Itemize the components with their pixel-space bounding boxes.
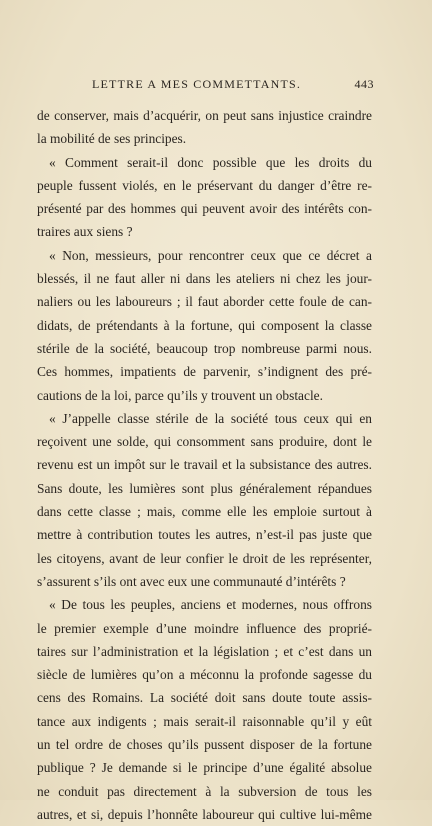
page-number: 443 xyxy=(354,77,374,91)
text-line: siècle de lumières qu’on a méconnu la profonde sagesse du xyxy=(37,667,372,683)
text-line: « Comment serait-il donc possible que les droits du xyxy=(49,154,372,170)
text-line: didats, de prétendants à la fortune, qui composent la classe xyxy=(37,317,372,333)
text-line: blessés, il ne faut aller ni dans les ateliers ni chez les jour- xyxy=(37,271,372,287)
text-line: présenté par des hommes qui peuvent avoir des intérêts con- xyxy=(37,201,372,217)
text-line: Sans doute, les lumières sont plus généralement répandues xyxy=(37,480,372,496)
text-line: ne conduit pas directement à la subversion de tous les xyxy=(37,783,372,799)
text-line: taires sur l’administration et la législation ; et c’est dans un xyxy=(37,643,372,659)
text-line: mettre à contribution toutes les autres, n’est-il pas juste que xyxy=(37,527,372,543)
text-line: cens des Romains. La société doit sans doute toute assis- xyxy=(37,690,372,706)
text-line: s’assurent s’ils ont avec eux une communauté d’intérêts ? xyxy=(37,573,346,589)
text-line: traires aux siens ? xyxy=(37,224,133,240)
text-line: publique ? Je demande si le principe d’une égalité absolue xyxy=(37,760,372,776)
running-title: LETTRE A MES COMMETTANTS. xyxy=(92,77,302,91)
text-line: le premier exemple d’une moindre influence des proprié- xyxy=(37,620,372,636)
text-line: « J’appelle classe stérile de la société tous ceux qui en xyxy=(49,410,372,426)
text-line: les citoyens, avant de leur confier le droit de les représenter, xyxy=(37,550,372,566)
text-line: revenu est un impôt sur le travail et la subsistance des autres. xyxy=(37,457,372,473)
text-line: un tel ordre de choses qu’ils pussent disposer de la fortune xyxy=(37,737,372,753)
text-line: reçoivent une solde, qui consomment sans produire, dont le xyxy=(37,434,372,450)
text-line: peuple fussent violés, en le préservant du danger d’être re- xyxy=(37,177,372,193)
text-line: Ces hommes, impatients de parvenir, s’indignent des pré- xyxy=(37,364,372,380)
text-line: tance aux indigents ; mais serait-il raisonnable qu’il y eût xyxy=(37,713,372,729)
text-line: cautions de la loi, parce qu’ils y trouvent un obstacle. xyxy=(37,387,323,403)
text-line: « De tous les peuples, anciens et modernes, nous offrons xyxy=(49,597,372,613)
text-line: « Non, messieurs, pour rencontrer ceux que ce décret a xyxy=(49,247,372,263)
text-line: de conserver, mais d’acquérir, on peut sans injustice craindre xyxy=(37,108,372,123)
running-head xyxy=(92,77,374,95)
text-line: naliers ou les laboureurs ; il faut aborder cette foule de can- xyxy=(37,294,372,310)
text-line: stérile de la société, beaucoup trop nombreuse parmi nous. xyxy=(37,340,372,356)
text-line: autres, et si, depuis l’honnête laboureur qui cultive lui-même xyxy=(37,806,372,822)
text-line: dans cette classe ; mais, comme elle les emploie surtout à xyxy=(37,504,372,520)
body-text xyxy=(37,104,372,826)
text-line: la mobilité de ses principes. xyxy=(37,131,187,147)
